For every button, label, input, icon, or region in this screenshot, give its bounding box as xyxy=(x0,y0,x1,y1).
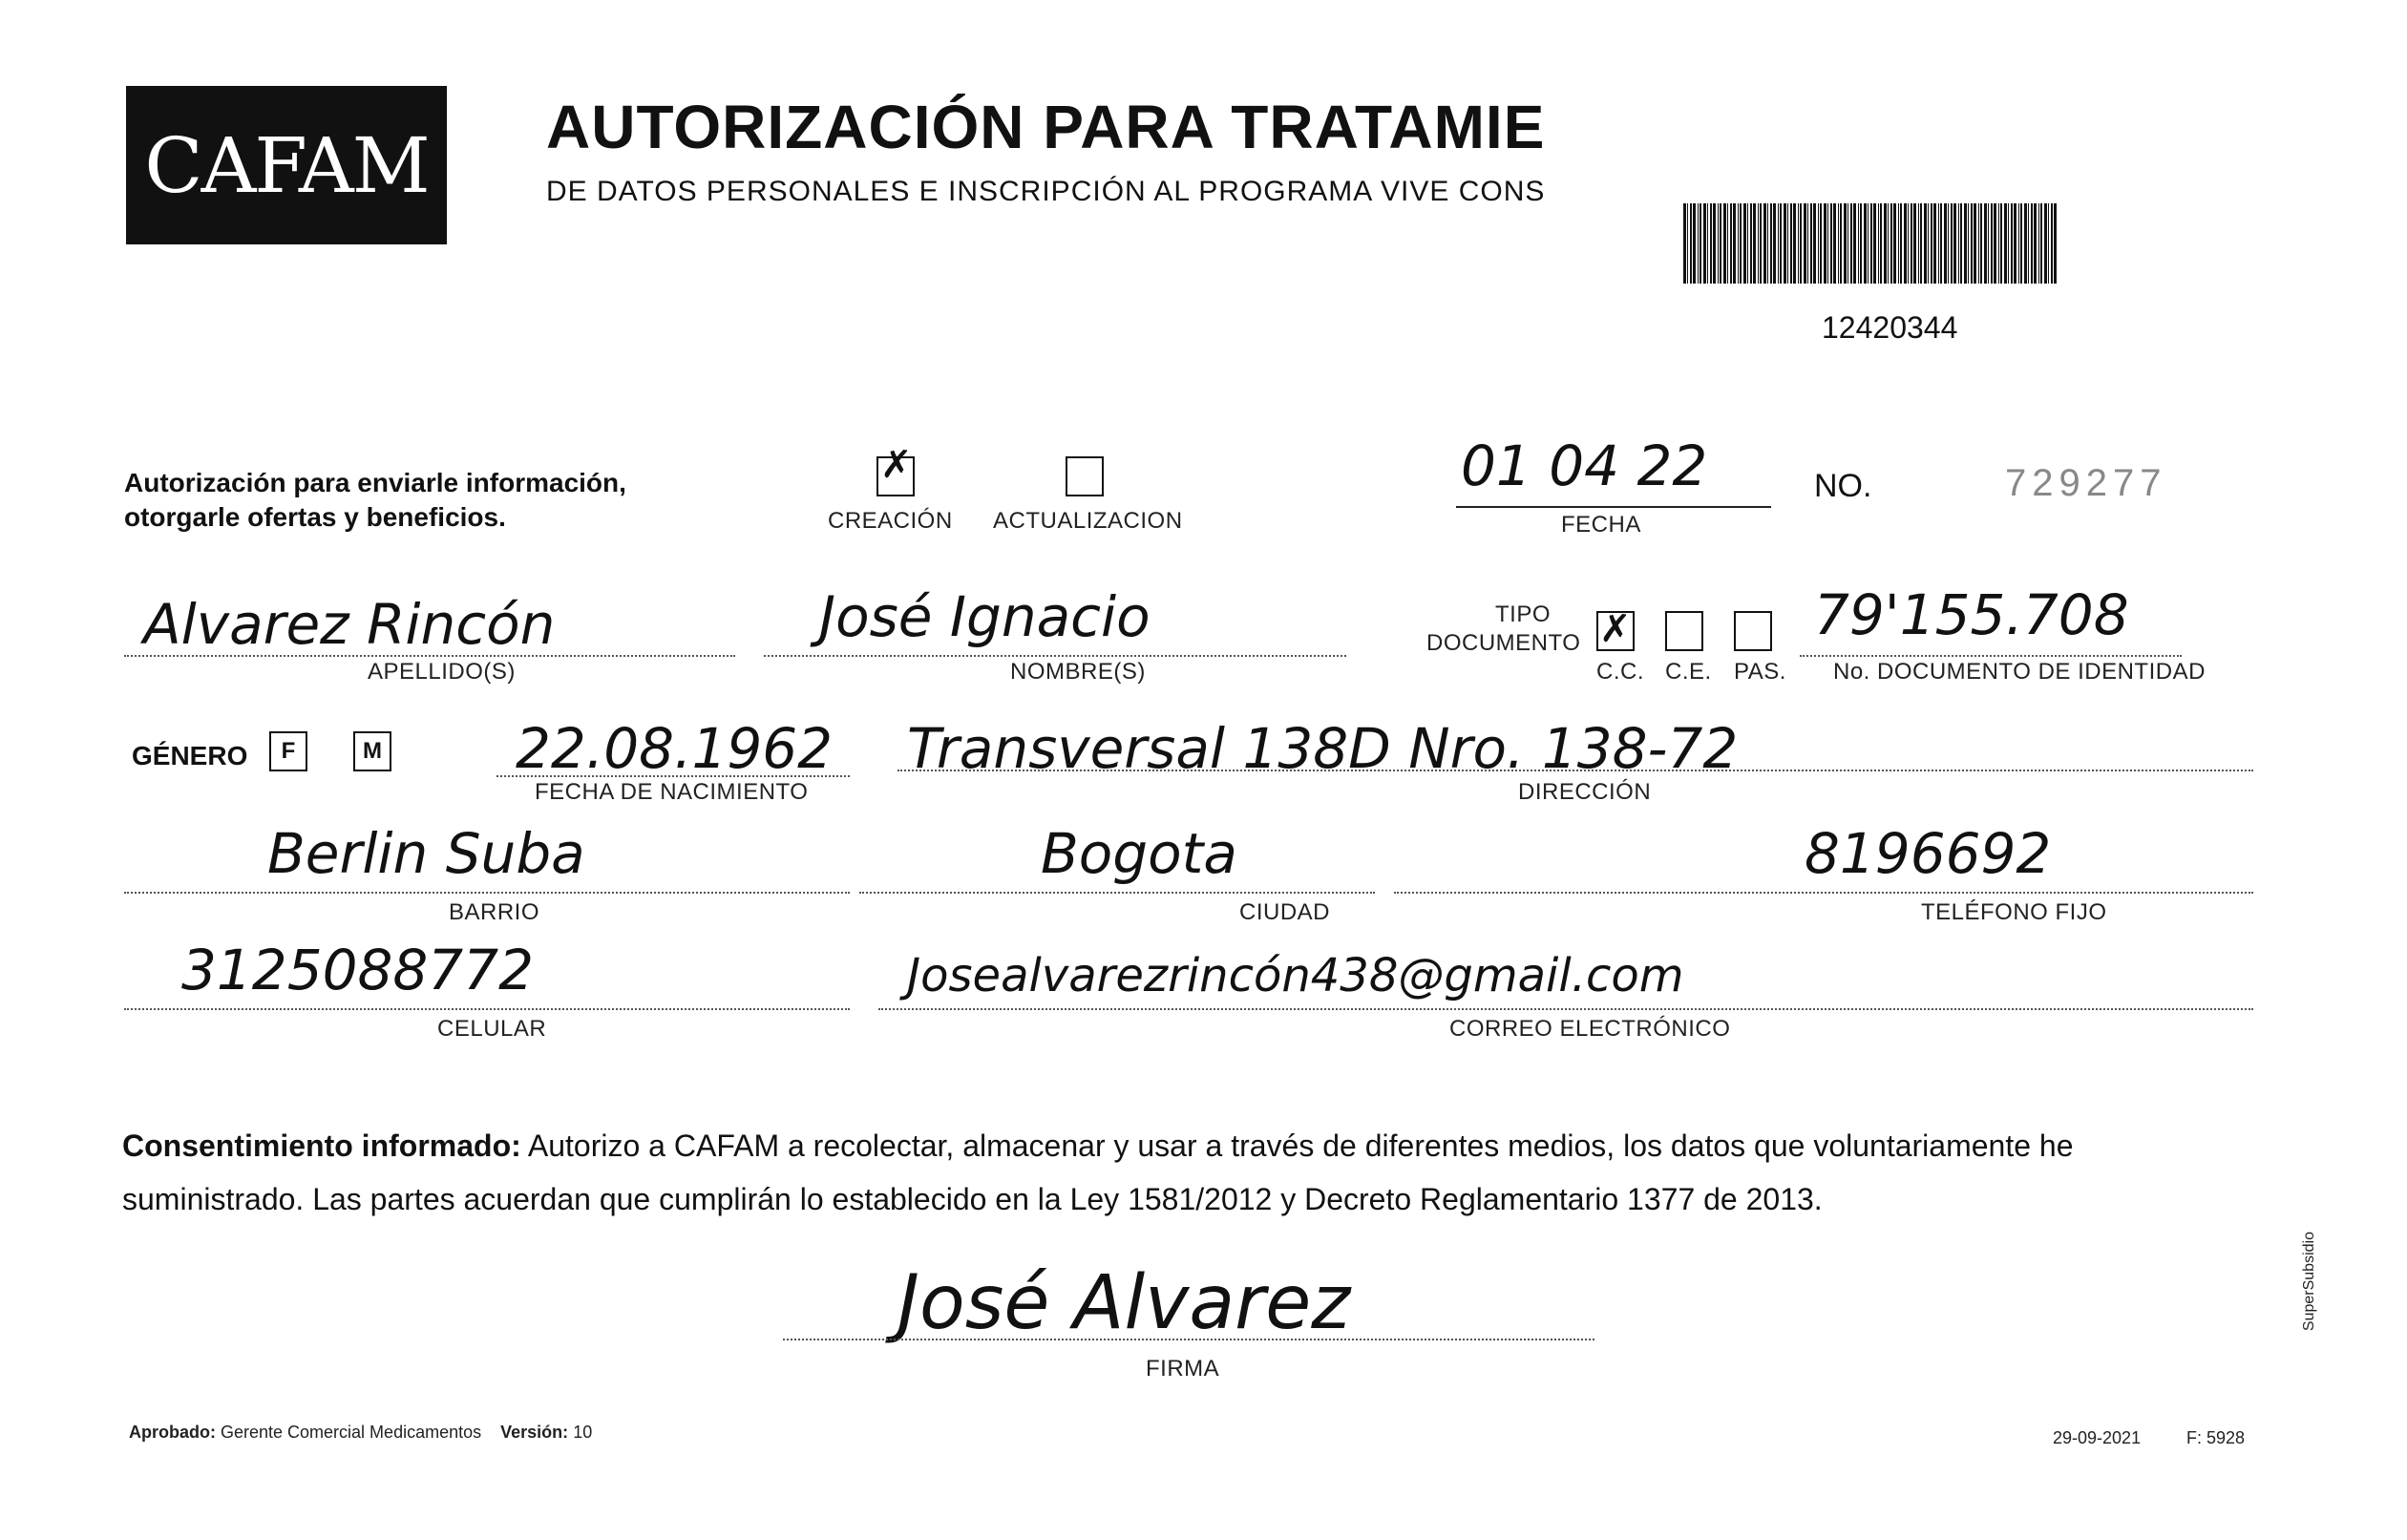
version-label: Versión: xyxy=(500,1423,569,1442)
barcode-bar xyxy=(1880,203,1882,284)
barcode-bar xyxy=(1683,203,1686,284)
barcode-bar xyxy=(1710,203,1712,284)
barcode-bar xyxy=(1960,203,1962,284)
barrio-label: BARRIO xyxy=(449,899,540,925)
signature: José Alvarez xyxy=(897,1260,1351,1346)
barcode-bar xyxy=(1911,203,1912,284)
nombres-value[interactable]: José Ignacio xyxy=(819,584,1151,649)
barcode-bar xyxy=(1853,203,1856,284)
barcode-bar xyxy=(1931,203,1932,284)
genero-m-box[interactable]: M xyxy=(353,731,391,771)
barcode-bar xyxy=(1847,203,1848,284)
barcode-bar xyxy=(1933,203,1936,284)
barrio-value[interactable]: Berlin Suba xyxy=(267,821,585,886)
fecha-label: FECHA xyxy=(1561,512,1641,538)
direccion-label: DIRECCIÓN xyxy=(1518,779,1652,805)
ce-checkbox[interactable] xyxy=(1665,611,1703,651)
barcode-bar xyxy=(1858,203,1859,284)
barcode-bar xyxy=(1813,203,1816,284)
celular-label: CELULAR xyxy=(437,1016,547,1042)
footer-date: 29-09-2021 xyxy=(2053,1428,2142,1447)
ciudad-value[interactable]: Bogota xyxy=(1041,821,1237,886)
barcode-bar xyxy=(1773,203,1776,284)
celular-value[interactable]: 3125088772 xyxy=(181,938,535,1002)
genero-label: GÉNERO xyxy=(132,741,248,770)
barcode-bar xyxy=(1720,203,1721,284)
barcode-bar xyxy=(1988,203,1989,284)
barcode-bar xyxy=(1820,203,1822,284)
celular-line xyxy=(124,1008,850,1010)
footer-code: F: 5928 xyxy=(2186,1428,2246,1447)
actualizacion-checkbox[interactable] xyxy=(1066,456,1104,496)
barcode-bar xyxy=(1767,203,1768,284)
barcode-bar xyxy=(1898,203,1899,284)
barcode-bar xyxy=(1974,203,1976,284)
firma-label: FIRMA xyxy=(1146,1356,1220,1382)
barcode-bar xyxy=(1964,203,1967,284)
aprobado-value: Gerente Comercial Medicamentos xyxy=(221,1423,482,1442)
doc-number-label: No. DOCUMENTO DE IDENTIDAD xyxy=(1833,659,2206,685)
barcode-bar xyxy=(1793,203,1796,284)
telefono-line xyxy=(1394,892,2253,894)
barcode-bar xyxy=(1733,203,1736,284)
barcode-bar xyxy=(1953,203,1956,284)
barcode-bar xyxy=(1938,203,1939,284)
aprobado-label: Aprobado: xyxy=(129,1423,216,1442)
barcode-bar xyxy=(1978,203,1979,284)
direccion-value[interactable]: Transversal 138D Nro. 138-72 xyxy=(907,716,1739,781)
nacimiento-line xyxy=(496,775,850,777)
nacimiento-label: FECHA DE NACIMIENTO xyxy=(535,779,809,805)
barcode-bar xyxy=(1798,203,1799,284)
barcode-bar xyxy=(1860,203,1862,284)
barcode-bar xyxy=(2028,203,2029,284)
barcode-bar xyxy=(1707,203,1708,284)
logo-text: CAFAM xyxy=(144,120,429,210)
cc-label: C.C. xyxy=(1596,659,1644,685)
consent-body: Autorizo a CAFAM a recolectar, almacenar y usar a través de diferentes medios, los datos que voluntariamente he suministrado. Las partes acuerdan que cumplirán lo establecido en la Ley 1581/2012 y Decreto Reglamentario 1377 de 2013. xyxy=(122,1129,2074,1216)
barcode-bar xyxy=(2008,203,2009,284)
barcode-bar xyxy=(1991,203,1993,284)
document-title: AUTORIZACIÓN PARA TRATAMIE xyxy=(546,93,1546,161)
barcode-bar xyxy=(1994,203,1996,284)
genero-f-box[interactable]: F xyxy=(269,731,307,771)
barcode-bar xyxy=(1884,203,1887,284)
cafam-logo xyxy=(126,86,447,244)
barcode-bar xyxy=(1778,203,1779,284)
barcode-bar xyxy=(1940,203,1942,284)
barcode-number: 12420344 xyxy=(1822,310,1958,345)
barcode-bar xyxy=(2048,203,2049,284)
barcode-bar xyxy=(1928,203,1929,284)
barcode-bar xyxy=(1743,203,1746,284)
actualizacion-label: ACTUALIZACION xyxy=(993,508,1183,534)
cc-checkbox[interactable] xyxy=(1596,608,1635,651)
barcode-bar xyxy=(1888,203,1889,284)
barcode-bar xyxy=(2024,203,2027,284)
barcode-bar xyxy=(1790,203,1792,284)
nombres-line xyxy=(764,655,1346,657)
barcode-bar xyxy=(1738,203,1739,284)
barcode-bar xyxy=(1723,203,1726,284)
barcode-bar xyxy=(1904,203,1907,284)
barcode-bar xyxy=(1844,203,1847,284)
doc-number-value[interactable]: 79'155.708 xyxy=(1814,582,2129,647)
barcode-bar xyxy=(1818,203,1819,284)
footer-aprobado xyxy=(129,1423,592,1443)
barcode-bar xyxy=(1870,203,1872,284)
barcode-bar xyxy=(1951,203,1953,284)
apellidos-line xyxy=(124,655,735,657)
barcode-bar xyxy=(1998,203,1999,284)
barcode-bar xyxy=(1873,203,1876,284)
barcode-bar xyxy=(1687,203,1688,284)
barcode-bar xyxy=(1747,203,1748,284)
barcode-bar xyxy=(2018,203,2019,284)
barcode-bar xyxy=(1944,203,1947,284)
barcode-bar xyxy=(1787,203,1788,284)
barcode-bar xyxy=(1920,203,1922,284)
barcode-bar xyxy=(1727,203,1728,284)
barcode-bar xyxy=(2000,203,2002,284)
barcode-bar xyxy=(1693,203,1696,284)
firma-line xyxy=(783,1339,1594,1340)
barcode-bar xyxy=(1698,203,1699,284)
barcode-bar xyxy=(2014,203,2016,284)
creacion-label: CREACIÓN xyxy=(828,508,953,534)
barcode-bar xyxy=(1878,203,1879,284)
barcode-bar xyxy=(2051,203,2053,284)
nombres-label: NOMBRE(S) xyxy=(1010,659,1146,685)
pas-checkbox[interactable] xyxy=(1734,611,1772,651)
correo-line xyxy=(878,1008,2253,1010)
consent-lead: Consentimiento informado: xyxy=(122,1129,521,1163)
barcode-bar xyxy=(1971,203,1973,284)
barcode-bar xyxy=(1984,203,1987,284)
barcode-bar xyxy=(1804,203,1806,284)
barcode-bar xyxy=(1968,203,1969,284)
barcode-bar xyxy=(1718,203,1719,284)
barrio-line xyxy=(124,892,850,894)
direccion-line xyxy=(897,770,2253,771)
barcode-bar xyxy=(1750,203,1752,284)
barcode-bar xyxy=(1958,203,1959,284)
correo-label: CORREO ELECTRÓNICO xyxy=(1449,1016,1731,1042)
barcode-bar xyxy=(1864,203,1867,284)
barcode-bar xyxy=(1760,203,1762,284)
barcode-bar xyxy=(1850,203,1852,284)
creacion-checkbox[interactable] xyxy=(876,444,915,496)
tipo-label-1: TIPO xyxy=(1495,601,1552,627)
barcode-bar xyxy=(1900,203,1902,284)
barcode-bar xyxy=(1840,203,1842,284)
barcode-bar xyxy=(2040,203,2042,284)
telefono-value[interactable]: 8196692 xyxy=(1805,821,2052,886)
barcode-bar xyxy=(1810,203,1812,284)
barcode-bar xyxy=(2044,203,2047,284)
auth-text-line1: Autorización para enviarle información, xyxy=(124,468,626,497)
barcode-bar xyxy=(1830,203,1832,284)
barcode-bar xyxy=(1800,203,1802,284)
barcode-bar xyxy=(2038,203,2039,284)
barcode-bar xyxy=(1948,203,1949,284)
consent-paragraph xyxy=(122,1119,2261,1226)
barcode-bar xyxy=(2004,203,2007,284)
barcode-bar xyxy=(1713,203,1716,284)
side-text: SuperSubsidio xyxy=(2301,1232,2317,1332)
no-label: NO. xyxy=(1814,468,1872,504)
check-mark-icon: ✗ xyxy=(1599,608,1632,650)
barcode-bar xyxy=(1918,203,1919,284)
telefono-label: TELÉFONO FIJO xyxy=(1921,899,2107,925)
fecha-value[interactable]: 01 04 22 xyxy=(1461,433,1708,498)
barcode-bar xyxy=(1753,203,1756,284)
barcode-bar xyxy=(1807,203,1808,284)
barcode-bar xyxy=(1700,203,1701,284)
apellidos-label: APELLIDO(S) xyxy=(368,659,516,685)
barcode-bar xyxy=(1784,203,1786,284)
barcode-bar xyxy=(2011,203,2013,284)
doc-number-line xyxy=(1800,655,2182,657)
barcode-bar xyxy=(1770,203,1772,284)
correo-value[interactable]: Josealvarezrincón438@gmail.com xyxy=(907,949,1684,1002)
barcode xyxy=(1683,203,2060,284)
barcode-bar xyxy=(1763,203,1766,284)
barcode-bar xyxy=(1758,203,1759,284)
check-mark-icon: ✗ xyxy=(880,444,913,486)
barcode-bar xyxy=(1690,203,1692,284)
auth-text-line2: otorgarle ofertas y beneficios. xyxy=(124,502,506,532)
barcode-bar xyxy=(1730,203,1732,284)
barcode-bar xyxy=(1908,203,1909,284)
fecha-line xyxy=(1456,506,1771,508)
barcode-bar xyxy=(2034,203,2037,284)
ciudad-line xyxy=(859,892,1375,894)
barcode-bar xyxy=(1890,203,1892,284)
barcode-bar xyxy=(1924,203,1927,284)
barcode-bar xyxy=(2020,203,2022,284)
barcode-bar xyxy=(1893,203,1896,284)
document-subtitle: DE DATOS PERSONALES E INSCRIPCIÓN AL PROGRAMA VIVE CONS xyxy=(546,176,1546,207)
barcode-bar xyxy=(1838,203,1839,284)
barcode-bar xyxy=(1868,203,1869,284)
barcode-bar xyxy=(1780,203,1782,284)
barcode-bar xyxy=(2031,203,2033,284)
barcode-bar xyxy=(1833,203,1836,284)
version-value: 10 xyxy=(573,1423,593,1442)
nacimiento-value[interactable]: 22.08.1962 xyxy=(516,716,834,781)
barcode-bar xyxy=(1824,203,1826,284)
barcode-bar xyxy=(1827,203,1828,284)
tipo-label-2: DOCUMENTO xyxy=(1426,630,1581,656)
barcode-bar xyxy=(1703,203,1706,284)
barcode-bar xyxy=(1980,203,1982,284)
barcode-bar xyxy=(2054,203,2057,284)
ce-label: C.E. xyxy=(1665,659,1712,685)
barcode-bar xyxy=(1913,203,1916,284)
pas-label: PAS. xyxy=(1734,659,1786,685)
barcode-bar xyxy=(1740,203,1742,284)
ciudad-label: CIUDAD xyxy=(1239,899,1331,925)
no-value: 729277 xyxy=(2005,462,2167,504)
apellidos-value[interactable]: Alvarez Rincón xyxy=(143,592,556,657)
